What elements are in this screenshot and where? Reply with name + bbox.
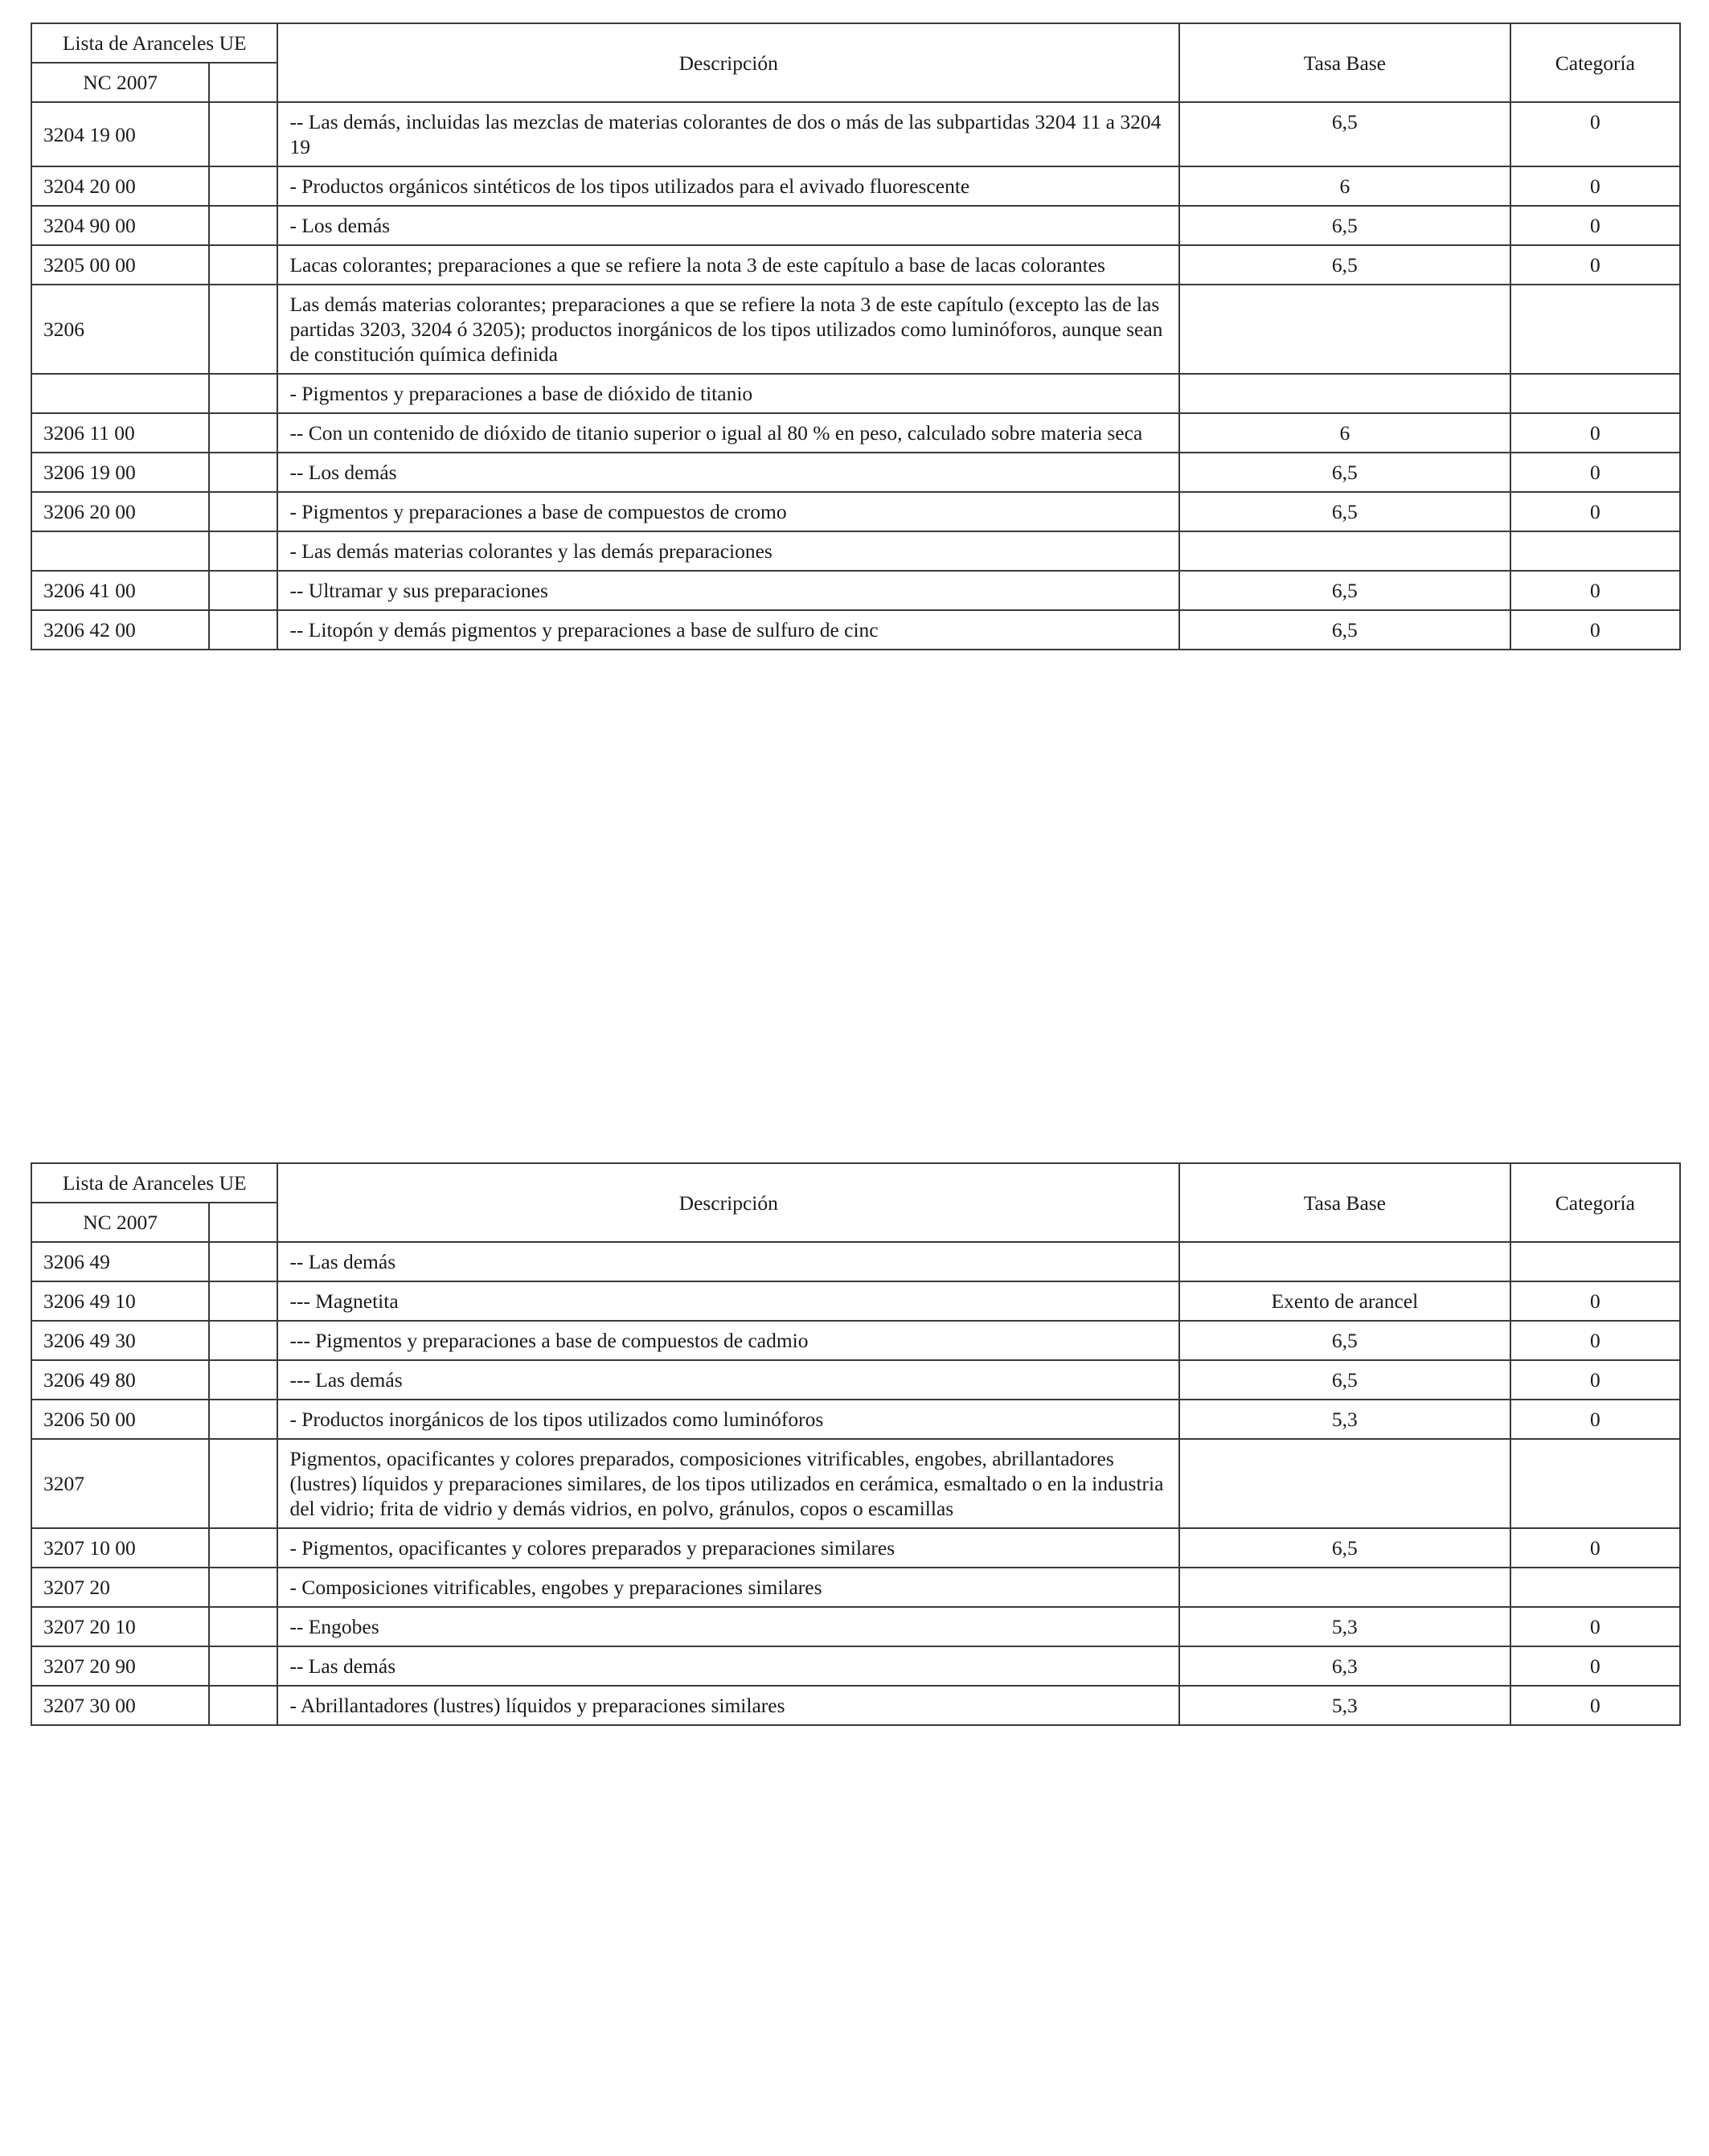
table-row <box>31 285 1680 374</box>
blank-cell <box>209 102 277 166</box>
categoria-cell: 0 <box>1510 1360 1680 1400</box>
header-categoria: Categoría <box>1510 23 1680 102</box>
tasa-base-cell <box>1179 374 1510 413</box>
description-cell: Lacas colorantes; preparaciones a que se refiere la nota 3 de este capítulo a base de lacas colorantes <box>277 245 1179 285</box>
description-cell: Las demás materias colorantes; preparaciones a que se refiere la nota 3 de este capítulo (excepto las de las partidas 3203, 3204 ó 3205); productos inorgánicos de los tipos utilizados como luminóforos, aunque sean de constitución química definida <box>277 285 1179 374</box>
header-nc-2007: NC 2007 <box>31 63 209 102</box>
header-categoria: Categoría <box>1510 1163 1680 1242</box>
code-cell: 3206 <box>31 285 209 374</box>
description-cell: - Pigmentos y preparaciones a base de dióxido de titanio <box>277 374 1179 413</box>
categoria-cell: 0 <box>1510 1686 1680 1725</box>
table-row <box>31 413 1680 453</box>
header-descripcion: Descripción <box>277 1163 1179 1242</box>
header-blank <box>209 63 277 102</box>
blank-cell <box>209 1242 277 1281</box>
code-cell: 3207 20 90 <box>31 1646 209 1686</box>
code-cell: 3207 20 10 <box>31 1607 209 1646</box>
code-cell: 3207 10 00 <box>31 1528 209 1568</box>
blank-cell <box>209 1646 277 1686</box>
tasa-base-cell: 6,5 <box>1179 1360 1510 1400</box>
blank-cell <box>209 413 277 453</box>
blank-cell <box>209 1360 277 1400</box>
description-cell: - Las demás materias colorantes y las demás preparaciones <box>277 531 1179 571</box>
description-cell: -- Litopón y demás pigmentos y preparaciones a base de sulfuro de cinc <box>277 610 1179 650</box>
description-cell: - Productos inorgánicos de los tipos utilizados como luminóforos <box>277 1400 1179 1439</box>
table-row <box>31 102 1680 166</box>
table-row <box>31 166 1680 206</box>
header-blank <box>209 1203 277 1242</box>
table-row <box>31 374 1680 413</box>
tasa-base-cell: 5,3 <box>1179 1686 1510 1725</box>
description-cell: -- Con un contenido de dióxido de titanio superior o igual al 80 % en peso, calculado sobre materia seca <box>277 413 1179 453</box>
description-cell: - Pigmentos, opacificantes y colores preparados y preparaciones similares <box>277 1528 1179 1568</box>
code-cell: 3207 <box>31 1439 209 1528</box>
tasa-base-cell: Exento de arancel <box>1179 1281 1510 1321</box>
categoria-cell <box>1510 1568 1680 1607</box>
table-row <box>31 1528 1680 1568</box>
categoria-cell: 0 <box>1510 1321 1680 1360</box>
categoria-cell <box>1510 1439 1680 1528</box>
table-row <box>31 571 1680 610</box>
code-cell: 3206 49 80 <box>31 1360 209 1400</box>
blank-cell <box>209 1686 277 1725</box>
table-row <box>31 1400 1680 1439</box>
blank-cell <box>209 245 277 285</box>
description-cell: -- Ultramar y sus preparaciones <box>277 571 1179 610</box>
blank-cell <box>209 610 277 650</box>
categoria-cell: 0 <box>1510 102 1680 166</box>
code-cell: 3206 20 00 <box>31 492 209 531</box>
table-1-body <box>31 102 1680 650</box>
header-descripcion: Descripción <box>277 23 1179 102</box>
description-cell: --- Magnetita <box>277 1281 1179 1321</box>
blank-cell <box>209 571 277 610</box>
blank-cell <box>209 374 277 413</box>
table-row <box>31 453 1680 492</box>
table-row <box>31 1281 1680 1321</box>
code-cell: 3204 90 00 <box>31 206 209 245</box>
blank-cell <box>209 492 277 531</box>
blank-cell <box>209 1400 277 1439</box>
code-cell: 3206 42 00 <box>31 610 209 650</box>
table-row <box>31 1607 1680 1646</box>
table-row <box>31 492 1680 531</box>
description-cell: - Composiciones vitrificables, engobes y preparaciones similares <box>277 1568 1179 1607</box>
table-row <box>31 1686 1680 1725</box>
categoria-cell: 0 <box>1510 413 1680 453</box>
categoria-cell: 0 <box>1510 206 1680 245</box>
description-cell: - Productos orgánicos sintéticos de los tipos utilizados para el avivado fluorescente <box>277 166 1179 206</box>
categoria-cell: 0 <box>1510 610 1680 650</box>
code-cell: 3206 11 00 <box>31 413 209 453</box>
header-tasa-base: Tasa Base <box>1179 23 1510 102</box>
tasa-base-cell: 6,5 <box>1179 610 1510 650</box>
categoria-cell: 0 <box>1510 1607 1680 1646</box>
table-row <box>31 1439 1680 1528</box>
table-row <box>31 1242 1680 1281</box>
blank-cell <box>209 1439 277 1528</box>
blank-cell <box>209 166 277 206</box>
description-cell: -- Las demás <box>277 1646 1179 1686</box>
table-row <box>31 245 1680 285</box>
code-cell: 3206 19 00 <box>31 453 209 492</box>
tasa-base-cell: 6,5 <box>1179 206 1510 245</box>
categoria-cell: 0 <box>1510 245 1680 285</box>
categoria-cell: 0 <box>1510 571 1680 610</box>
description-cell: -- Los demás <box>277 453 1179 492</box>
categoria-cell <box>1510 1242 1680 1281</box>
categoria-cell <box>1510 374 1680 413</box>
table-row <box>31 1568 1680 1607</box>
table-row <box>31 1360 1680 1400</box>
blank-cell <box>209 1607 277 1646</box>
tasa-base-cell: 6,5 <box>1179 102 1510 166</box>
tasa-base-cell: 5,3 <box>1179 1607 1510 1646</box>
blank-cell <box>209 1321 277 1360</box>
description-cell: Pigmentos, opacificantes y colores preparados, composiciones vitrificables, engobes, abrillantadores (lustres) líquidos y preparaciones similares, de los tipos utilizados en cerámica, esmaltado o en la industria del vidrio; frita de vidrio y demás vidrios, en polvo, gránulos, copos o escamillas <box>277 1439 1179 1528</box>
categoria-cell: 0 <box>1510 1281 1680 1321</box>
description-cell: - Pigmentos y preparaciones a base de compuestos de cromo <box>277 492 1179 531</box>
description-cell: -- Engobes <box>277 1607 1179 1646</box>
categoria-cell <box>1510 531 1680 571</box>
blank-cell <box>209 1528 277 1568</box>
tasa-base-cell <box>1179 1242 1510 1281</box>
blank-cell <box>209 1281 277 1321</box>
code-cell: 3204 20 00 <box>31 166 209 206</box>
blank-cell <box>209 206 277 245</box>
code-cell: 3207 20 <box>31 1568 209 1607</box>
code-cell: 3206 41 00 <box>31 571 209 610</box>
blank-cell <box>209 531 277 571</box>
code-cell: 3207 30 00 <box>31 1686 209 1725</box>
description-cell: -- Las demás, incluidas las mezclas de materias colorantes de dos o más de las subpartidas 3204 11 a 3204 19 <box>277 102 1179 166</box>
header-lista-aranceles: Lista de Aranceles UE <box>31 1163 277 1203</box>
tasa-base-cell: 6,5 <box>1179 245 1510 285</box>
code-cell: 3206 49 30 <box>31 1321 209 1360</box>
categoria-cell: 0 <box>1510 1400 1680 1439</box>
tasa-base-cell: 6,5 <box>1179 492 1510 531</box>
table-row <box>31 1646 1680 1686</box>
code-cell: 3204 19 00 <box>31 102 209 166</box>
table-row <box>31 531 1680 571</box>
tasa-base-cell <box>1179 285 1510 374</box>
tasa-base-cell: 6 <box>1179 166 1510 206</box>
tariff-table-1 <box>31 23 1681 650</box>
tasa-base-cell: 6,3 <box>1179 1646 1510 1686</box>
categoria-cell: 0 <box>1510 1646 1680 1686</box>
description-cell: - Abrillantadores (lustres) líquidos y preparaciones similares <box>277 1686 1179 1725</box>
tariff-table-2 <box>31 1162 1681 1726</box>
table-2-body <box>31 1242 1680 1725</box>
code-cell: 3205 00 00 <box>31 245 209 285</box>
tasa-base-cell: 6 <box>1179 413 1510 453</box>
header-lista-aranceles: Lista de Aranceles UE <box>31 23 277 63</box>
table-row <box>31 206 1680 245</box>
code-cell: 3206 49 <box>31 1242 209 1281</box>
tasa-base-cell <box>1179 1568 1510 1607</box>
categoria-cell: 0 <box>1510 1528 1680 1568</box>
blank-cell <box>209 285 277 374</box>
code-cell: 3206 50 00 <box>31 1400 209 1439</box>
code-cell <box>31 374 209 413</box>
header-nc-2007: NC 2007 <box>31 1203 209 1242</box>
code-cell <box>31 531 209 571</box>
tasa-base-cell: 6,5 <box>1179 1321 1510 1360</box>
categoria-cell <box>1510 285 1680 374</box>
tasa-base-cell: 6,5 <box>1179 453 1510 492</box>
code-cell: 3206 49 10 <box>31 1281 209 1321</box>
tasa-base-cell: 6,5 <box>1179 571 1510 610</box>
description-cell: --- Pigmentos y preparaciones a base de compuestos de cadmio <box>277 1321 1179 1360</box>
table-row <box>31 1321 1680 1360</box>
header-tasa-base: Tasa Base <box>1179 1163 1510 1242</box>
categoria-cell: 0 <box>1510 453 1680 492</box>
blank-cell <box>209 453 277 492</box>
blank-cell <box>209 1568 277 1607</box>
description-cell: -- Las demás <box>277 1242 1179 1281</box>
tasa-base-cell: 5,3 <box>1179 1400 1510 1439</box>
categoria-cell: 0 <box>1510 492 1680 531</box>
tasa-base-cell <box>1179 1439 1510 1528</box>
description-cell: --- Las demás <box>277 1360 1179 1400</box>
table-row <box>31 610 1680 650</box>
categoria-cell: 0 <box>1510 166 1680 206</box>
description-cell: - Los demás <box>277 206 1179 245</box>
tasa-base-cell <box>1179 531 1510 571</box>
tasa-base-cell: 6,5 <box>1179 1528 1510 1568</box>
